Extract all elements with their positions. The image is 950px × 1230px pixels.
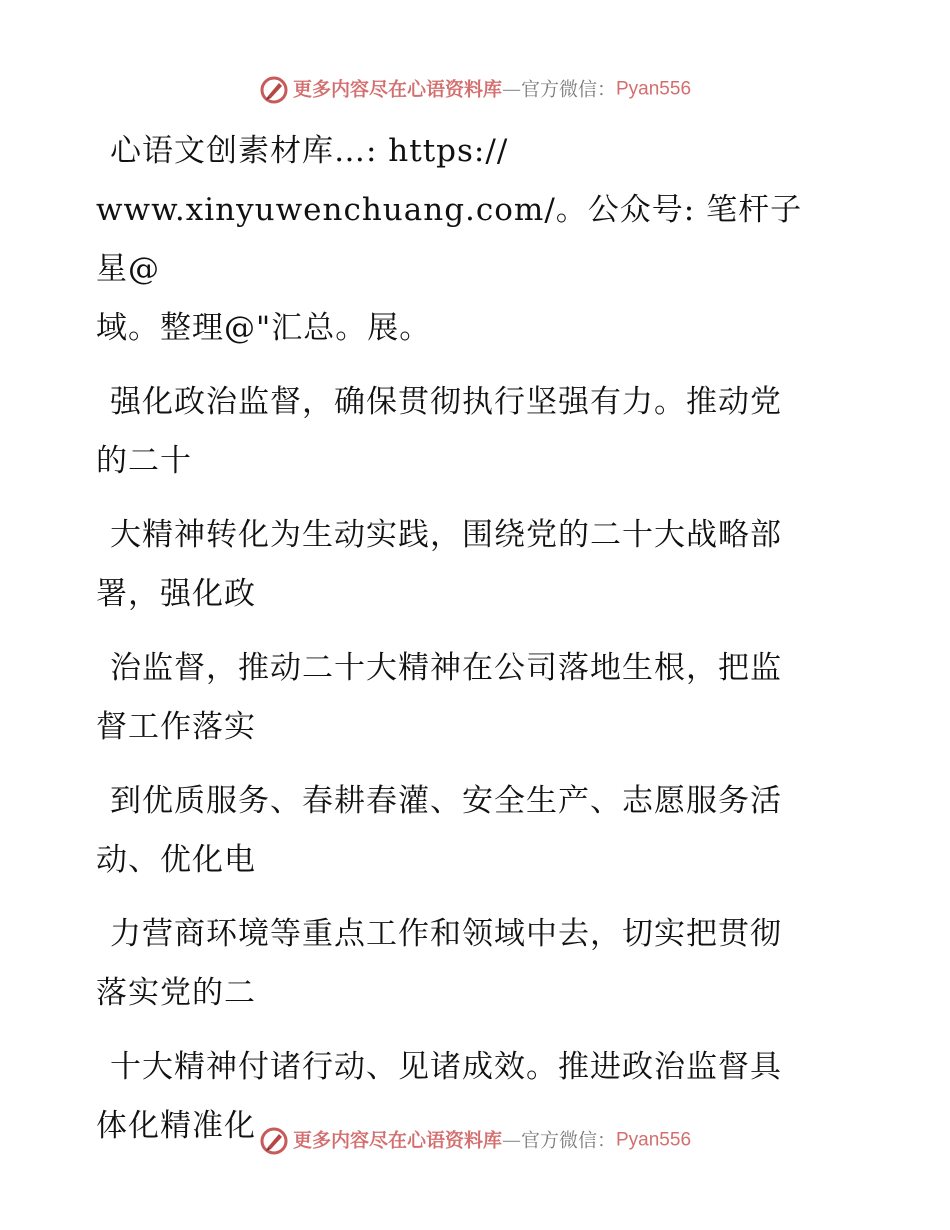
paragraph <box>96 373 831 491</box>
pen-nib-logo-icon <box>259 75 289 105</box>
pen-nib-logo-icon <box>259 1126 289 1156</box>
document-body <box>96 122 831 1171</box>
footer-watermark <box>0 1125 950 1156</box>
text-line: 到优质服务、春耕春灌、安全生产、志愿服务活 <box>110 783 782 819</box>
text-line: 大精神转化为生动实践，围绕党的二十大战略部 <box>110 517 782 553</box>
text-line: 体化精准化 <box>96 1108 256 1144</box>
paragraph <box>96 772 831 890</box>
paragraph <box>96 639 831 757</box>
text-line: 域。整理@"汇总。展。 <box>96 310 432 346</box>
watermark-brand: 更多内容尽在心语资料库 <box>292 78 502 101</box>
watermark-brand: 更多内容尽在心语资料库 <box>292 1129 502 1152</box>
text-line: 落实党的二 <box>96 975 256 1011</box>
text-line: 强化政治监督，确保贯彻执行坚强有力。推动党 <box>110 384 782 420</box>
text-line: 治监督，推动二十大精神在公司落地生根，把监 <box>110 650 782 686</box>
watermark-wechat-id: Pyan556 <box>616 78 692 100</box>
watermark-label: 官方微信： <box>520 1129 616 1152</box>
paragraph <box>96 905 831 1023</box>
watermark-separator: — <box>501 1129 521 1152</box>
watermark-separator: — <box>501 78 521 101</box>
text-line: www.xinyuwenchuang.com/。公众号: 笔杆子星@ <box>96 192 803 287</box>
watermark-wechat-id: Pyan556 <box>616 1129 692 1151</box>
text-line: 的二十 <box>96 443 192 479</box>
text-line: 督工作落实 <box>96 709 256 745</box>
watermark-label: 官方微信： <box>520 78 616 101</box>
paragraph <box>96 506 831 624</box>
paragraph <box>96 122 831 358</box>
text-line: 动、优化电 <box>96 842 256 878</box>
text-line: 署，强化政 <box>96 576 256 612</box>
header-watermark <box>0 74 950 105</box>
text-line: 心语文创素材库…: https:// <box>110 133 509 169</box>
text-line: 力营商环境等重点工作和领域中去，切实把贯彻 <box>110 916 782 952</box>
text-line: 十大精神付诸行动、见诸成效。推进政治监督具 <box>110 1049 782 1085</box>
